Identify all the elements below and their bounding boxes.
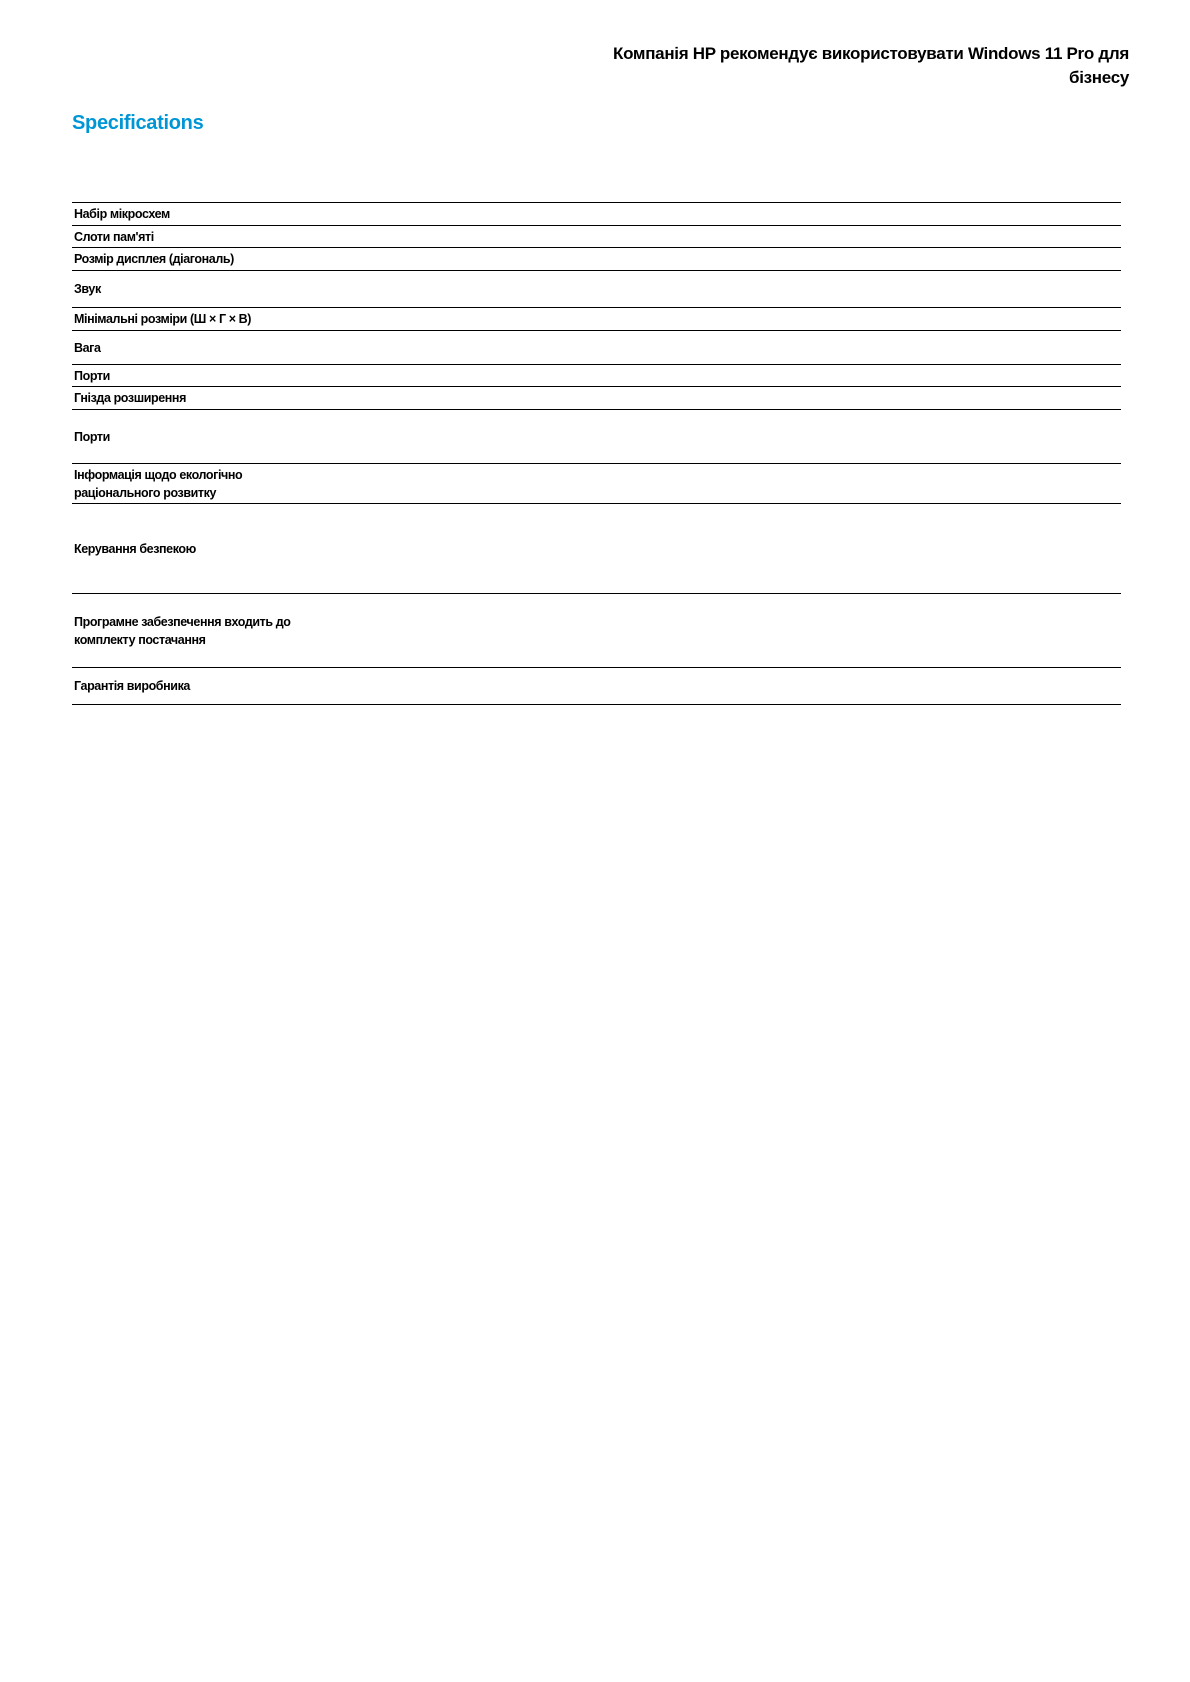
spec-row-display-size <box>72 248 1121 271</box>
spec-table <box>72 202 1121 705</box>
spec-label: Програмне забезпечення входить до комплекту постачання <box>74 614 291 647</box>
spec-row-warranty <box>72 668 1121 705</box>
spec-label: Слоти пам'яті <box>74 229 154 244</box>
spec-label: Порти <box>74 429 110 444</box>
header-note: Компанія HP рекомендує використовувати Windows 11 Pro для бізнесу <box>613 44 1129 87</box>
spec-label: Звук <box>74 282 101 296</box>
spec-row-security-management <box>72 504 1121 594</box>
spec-row-software-included <box>72 594 1121 668</box>
spec-row-audio <box>72 271 1121 308</box>
section-title: Specifications <box>72 112 204 134</box>
spec-row-ports <box>72 365 1121 387</box>
spec-row-memory-slots <box>72 226 1121 248</box>
spec-row-ports-2 <box>72 410 1121 464</box>
spec-label: Розмір дисплея (діагональ) <box>74 252 234 266</box>
spec-row-chipset <box>72 203 1121 226</box>
spec-label: Набір мікросхем <box>74 207 170 221</box>
spec-row-dimensions <box>72 308 1121 331</box>
spec-label: Порти <box>74 368 110 383</box>
spec-row-weight <box>72 331 1121 365</box>
spec-label: Керування безпекою <box>74 541 196 556</box>
spec-row-expansion-slots <box>72 387 1121 410</box>
spec-row-sustainability <box>72 464 1121 504</box>
spec-label: Гарантія виробника <box>74 679 190 693</box>
spec-label: Гнізда розширення <box>74 391 186 405</box>
spec-label: Мінімальні розміри (Ш × Г × В) <box>74 312 252 326</box>
spec-label: Вага <box>74 340 101 355</box>
spec-label: Інформація щодо екологічно раціонального розвитку <box>74 467 243 500</box>
